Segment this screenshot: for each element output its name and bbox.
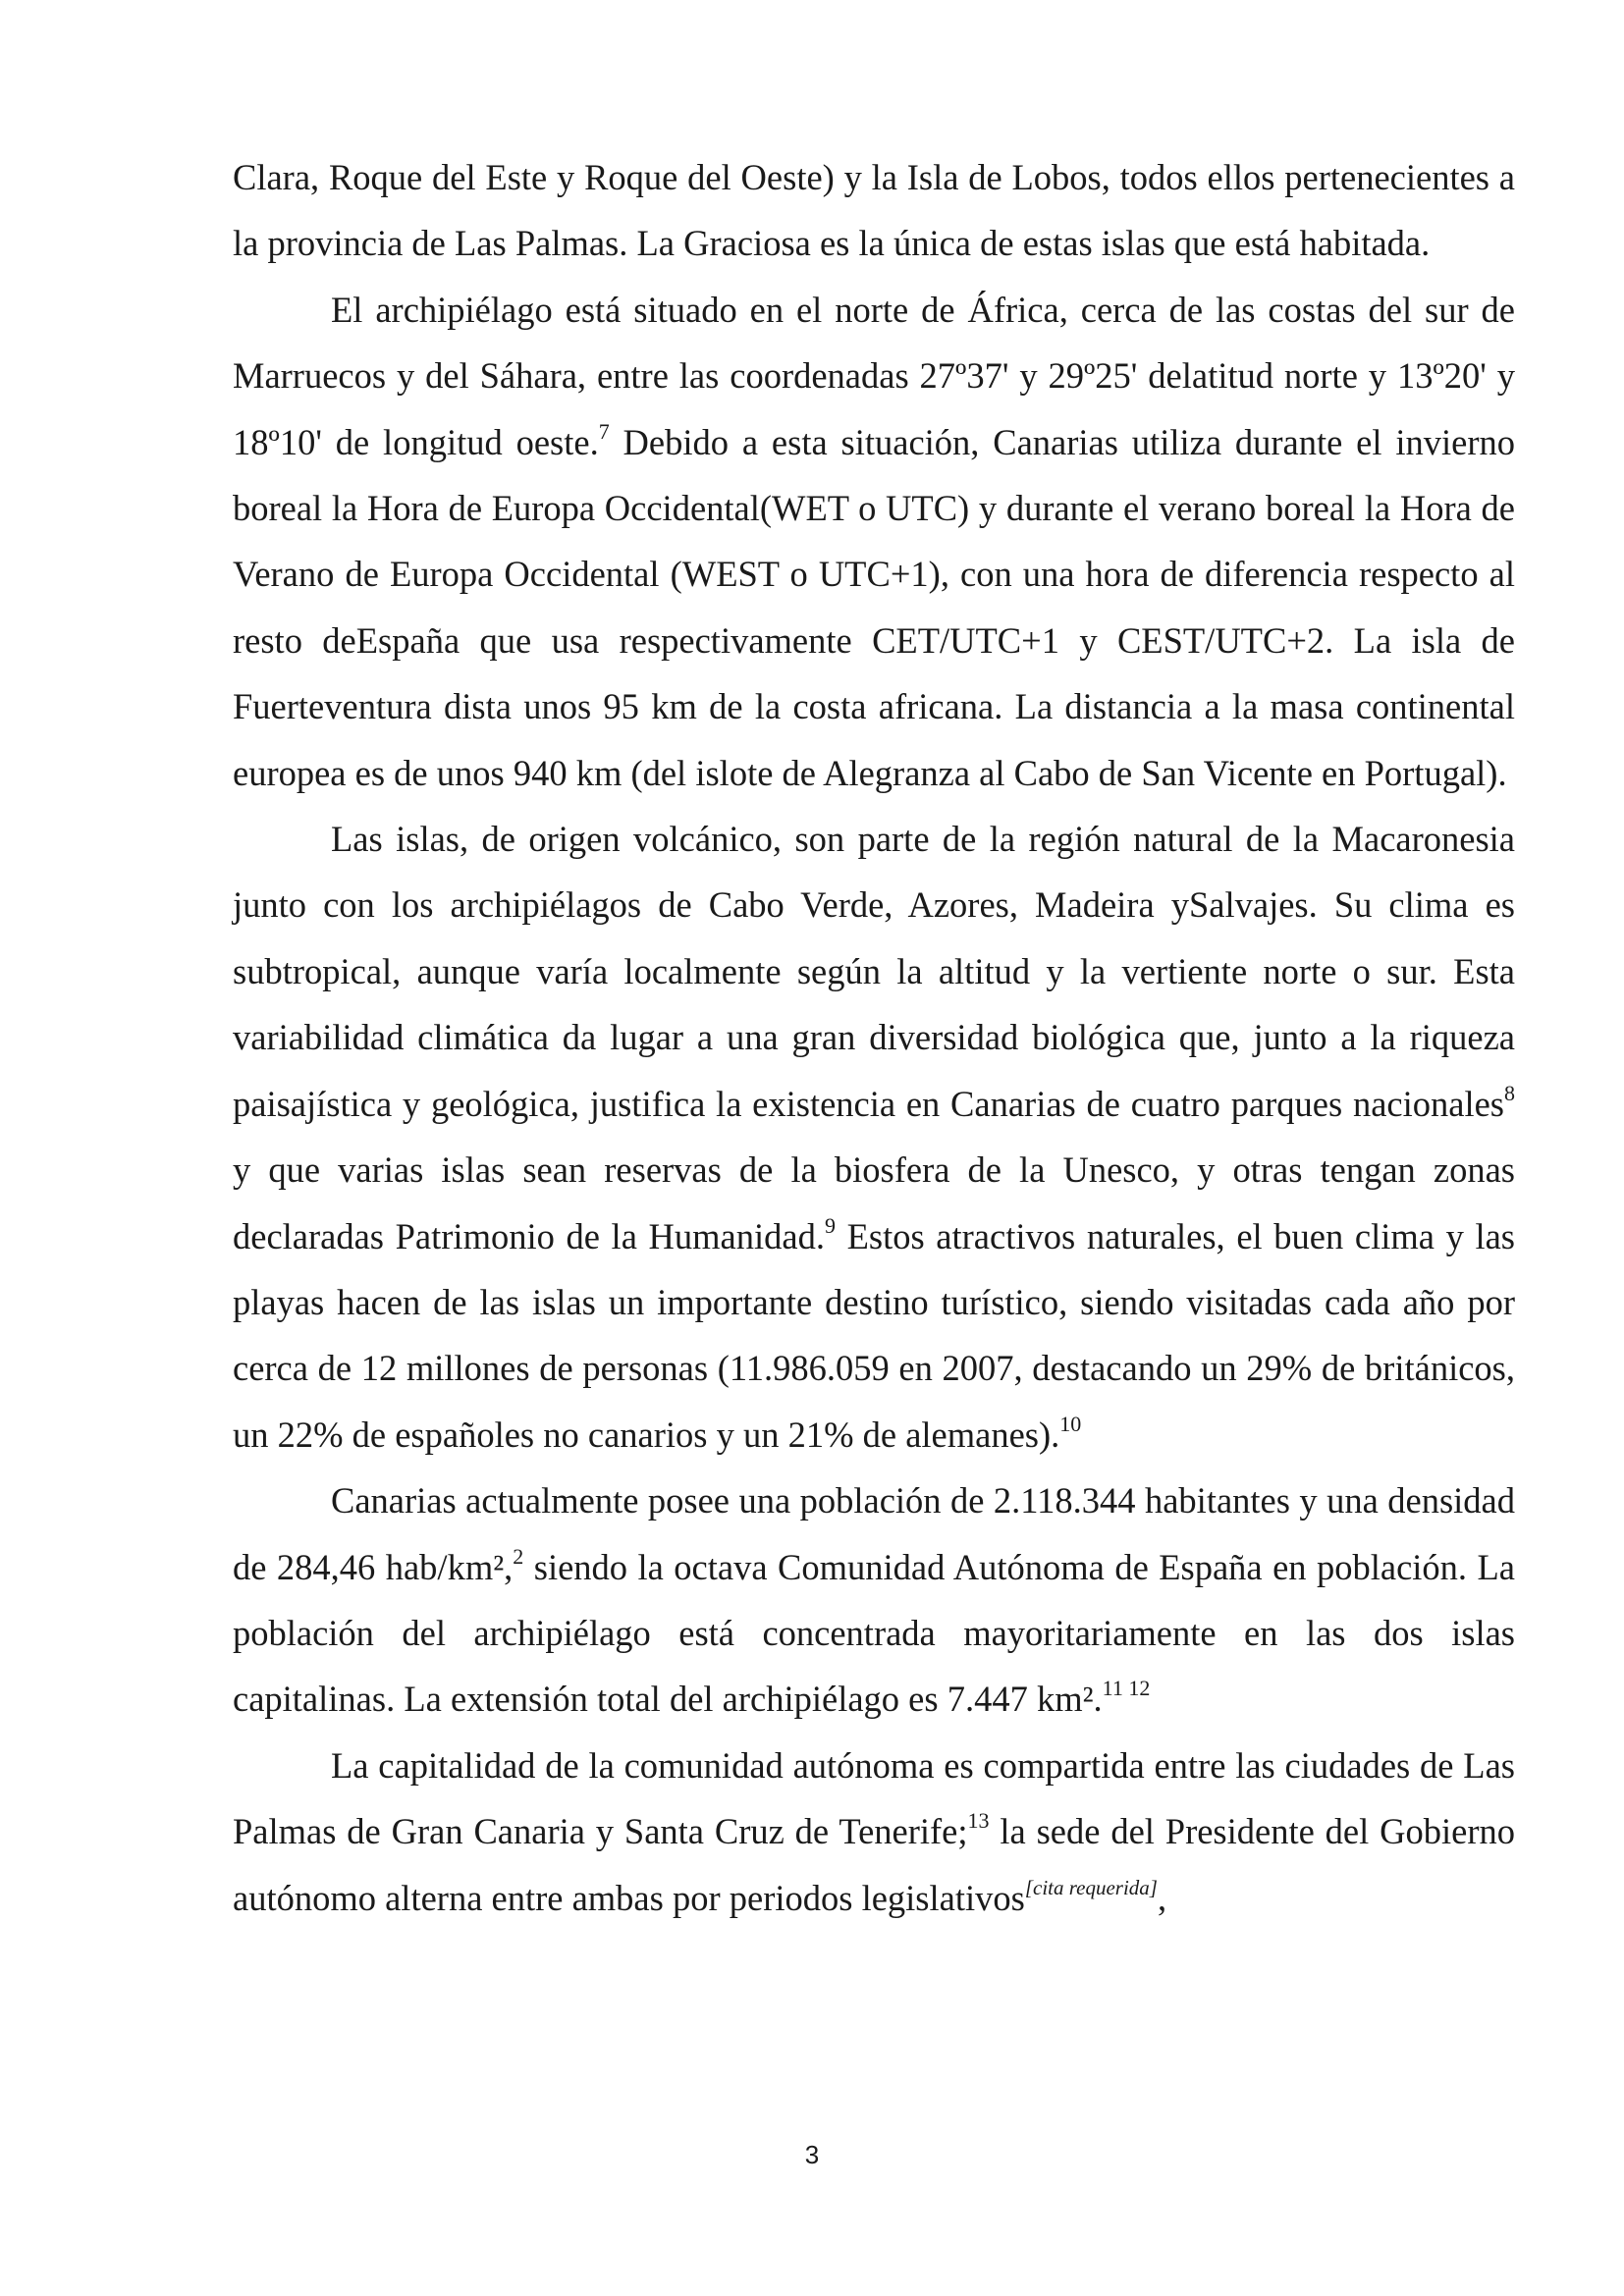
paragraph — [233, 1468, 1515, 1733]
page-number: 3 — [804, 2140, 820, 2169]
paragraph-text: Canarias actualmente posee una población de 2.118.344 habitantes y una densidad de 284,46 hab/km², — [233, 1480, 1515, 1587]
paragraph-text: , — [1157, 1877, 1167, 1918]
footnote-reference[interactable]: 9 — [824, 1212, 836, 1238]
footnote-reference[interactable]: 11 12 — [1102, 1676, 1151, 1701]
paragraph — [233, 1733, 1515, 1931]
footnote-reference[interactable]: 8 — [1504, 1080, 1515, 1105]
paragraph — [233, 806, 1515, 1468]
paragraph — [233, 144, 1515, 277]
paragraph-text: siendo la octava Comunidad Autónoma de España en población. La población del archipiélago está concentrada mayoritariamente en las dos islas capitalinas. La extensión total del archipiélago es 7.447 km². — [233, 1546, 1515, 1720]
paragraph-text: Las islas, de origen volcánico, son parte de la región natural de la Macaronesia junto con los archipiélagos de Cabo Verde, Azores, Madeira ySalvajes. Su clima es subtropical, aunque varía localmente según la altitud y la vertiente norte o sur. Esta variabilidad climática da lugar a una gran diversidad biológica que, junto a la riqueza paisajística y geológica, justifica la existencia en Canarias de cuatro parques nacionales — [233, 819, 1515, 1124]
document-body — [233, 144, 1515, 1931]
paragraph-text: Debido a esta situación, Canarias utiliza durante el invierno boreal la Hora de Europa Occidental(WET o UTC) y durante el verano boreal la Hora de Verano de Europa Occidental (WEST o UTC+1), con una hora de diferencia respecto al resto deEspaña que usa respectivamente CET/UTC+1 y CEST/UTC+2. La isla de Fuerteventura dista unos 95 km de la costa africana. La distancia a la masa continental europea es de unos 940 km (del islote de Alegranza al Cabo de San Vicente en Portugal). — [233, 421, 1516, 793]
paragraph-text: Estos atractivos naturales, el buen clima y las playas hacen de las islas un importante destino turístico, siendo visitadas cada año por cerca de 12 millones de personas (11.986.059 en 2007, destacando un 29% de británicos, un 22% de españoles no canarios y un 21% de alemanes). — [233, 1215, 1515, 1455]
paragraph — [233, 277, 1515, 806]
paragraph-text: La capitalidad de la comunidad autónoma es compartida entre las ciudades de Las Palmas de Gran Canaria y Santa Cruz de Tenerife; — [233, 1744, 1515, 1852]
footnote-reference[interactable]: 10 — [1059, 1411, 1082, 1436]
footnote-reference[interactable]: 13 — [967, 1808, 990, 1834]
footnote-reference[interactable]: 2 — [513, 1543, 524, 1569]
paragraph-text: El archipiélago está situado en el norte de África, cerca de las costas del sur de Marruecos y del Sáhara, entre las coordenadas 27º37' y 29º25' delatitud norte y 13º20' y 18º10' de longitud oeste. — [233, 289, 1515, 462]
paragraph-text: y que varias islas sean reservas de la biosfera de la Unesco, y otras tengan zonas declaradas Patrimonio de la Humanidad. — [233, 1149, 1515, 1256]
paragraph-text: Clara, Roque del Este y Roque del Oeste) y la Isla de Lobos, todos ellos pertenecientes a la provincia de Las Palmas. La Graciosa es la única de estas islas que está habitada. — [233, 157, 1515, 264]
footnote-reference[interactable]: 7 — [598, 418, 610, 444]
paragraph-text: la sede del Presidente del Gobierno autónomo alterna entre ambas por periodos legislativos — [233, 1811, 1515, 1918]
citation-needed-note[interactable]: [cita requerida] — [1024, 1875, 1158, 1899]
